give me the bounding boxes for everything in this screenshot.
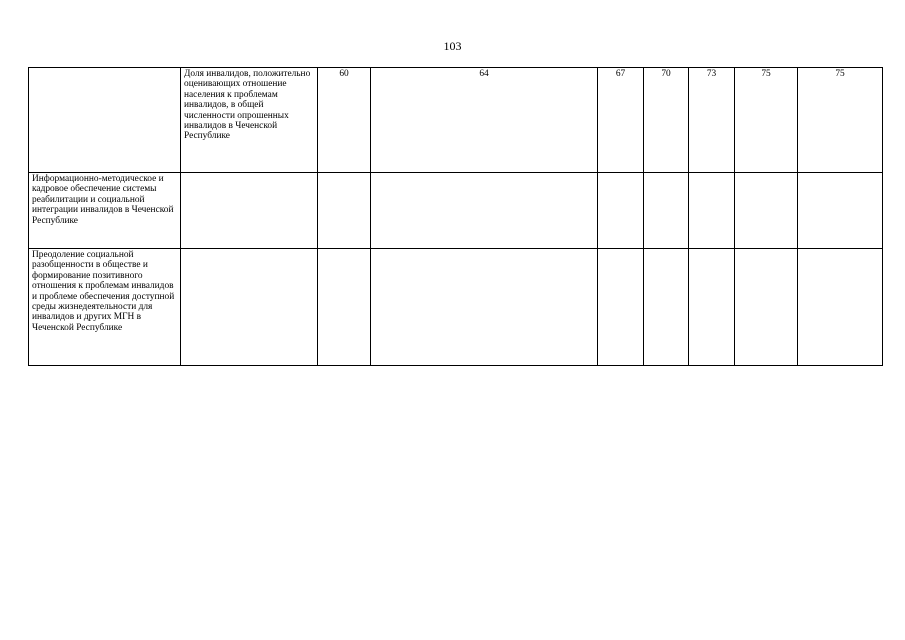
value-cell: 75 bbox=[798, 68, 883, 173]
section-cell: Преодоление социальной разобщенности в обществе и формирование позитивного отношения к проблемам инвалидов и проблеме обеспечения доступной среды жизнедеятельности для инвалидов и других МГН в Чеченской Республике bbox=[29, 249, 181, 366]
value-cell bbox=[689, 249, 735, 366]
page-number: 103 bbox=[443, 39, 462, 53]
value-cell bbox=[644, 173, 689, 249]
value-cell bbox=[371, 249, 598, 366]
value-cell bbox=[318, 173, 371, 249]
indicator-cell bbox=[181, 173, 318, 249]
table-row bbox=[29, 249, 883, 366]
value-cell bbox=[318, 249, 371, 366]
value-cell bbox=[798, 173, 883, 249]
value-cell bbox=[689, 173, 735, 249]
value-cell bbox=[644, 249, 689, 366]
value-cell bbox=[371, 173, 598, 249]
value-cell: 75 bbox=[735, 68, 798, 173]
table-row bbox=[29, 68, 883, 173]
value-cell: 60 bbox=[318, 68, 371, 173]
indicator-cell bbox=[181, 249, 318, 366]
value-cell bbox=[798, 249, 883, 366]
value-cell: 70 bbox=[644, 68, 689, 173]
value-cell: 67 bbox=[598, 68, 644, 173]
section-cell: Информационно-методическое и кадровое обеспечение системы реабилитации и социальной интеграции инвалидов в Чеченской Республике bbox=[29, 173, 181, 249]
value-cell bbox=[735, 249, 798, 366]
value-cell: 64 bbox=[371, 68, 598, 173]
value-cell bbox=[598, 249, 644, 366]
section-cell bbox=[29, 68, 181, 173]
indicators-table bbox=[28, 67, 883, 366]
table-row bbox=[29, 173, 883, 249]
value-cell: 73 bbox=[689, 68, 735, 173]
value-cell bbox=[735, 173, 798, 249]
indicator-cell: Доля инвалидов, положительно оценивающих отношение населения к проблемам инвалидов, в общей численности опрошенных инвалидов в Чеченской Республике bbox=[181, 68, 318, 173]
value-cell bbox=[598, 173, 644, 249]
